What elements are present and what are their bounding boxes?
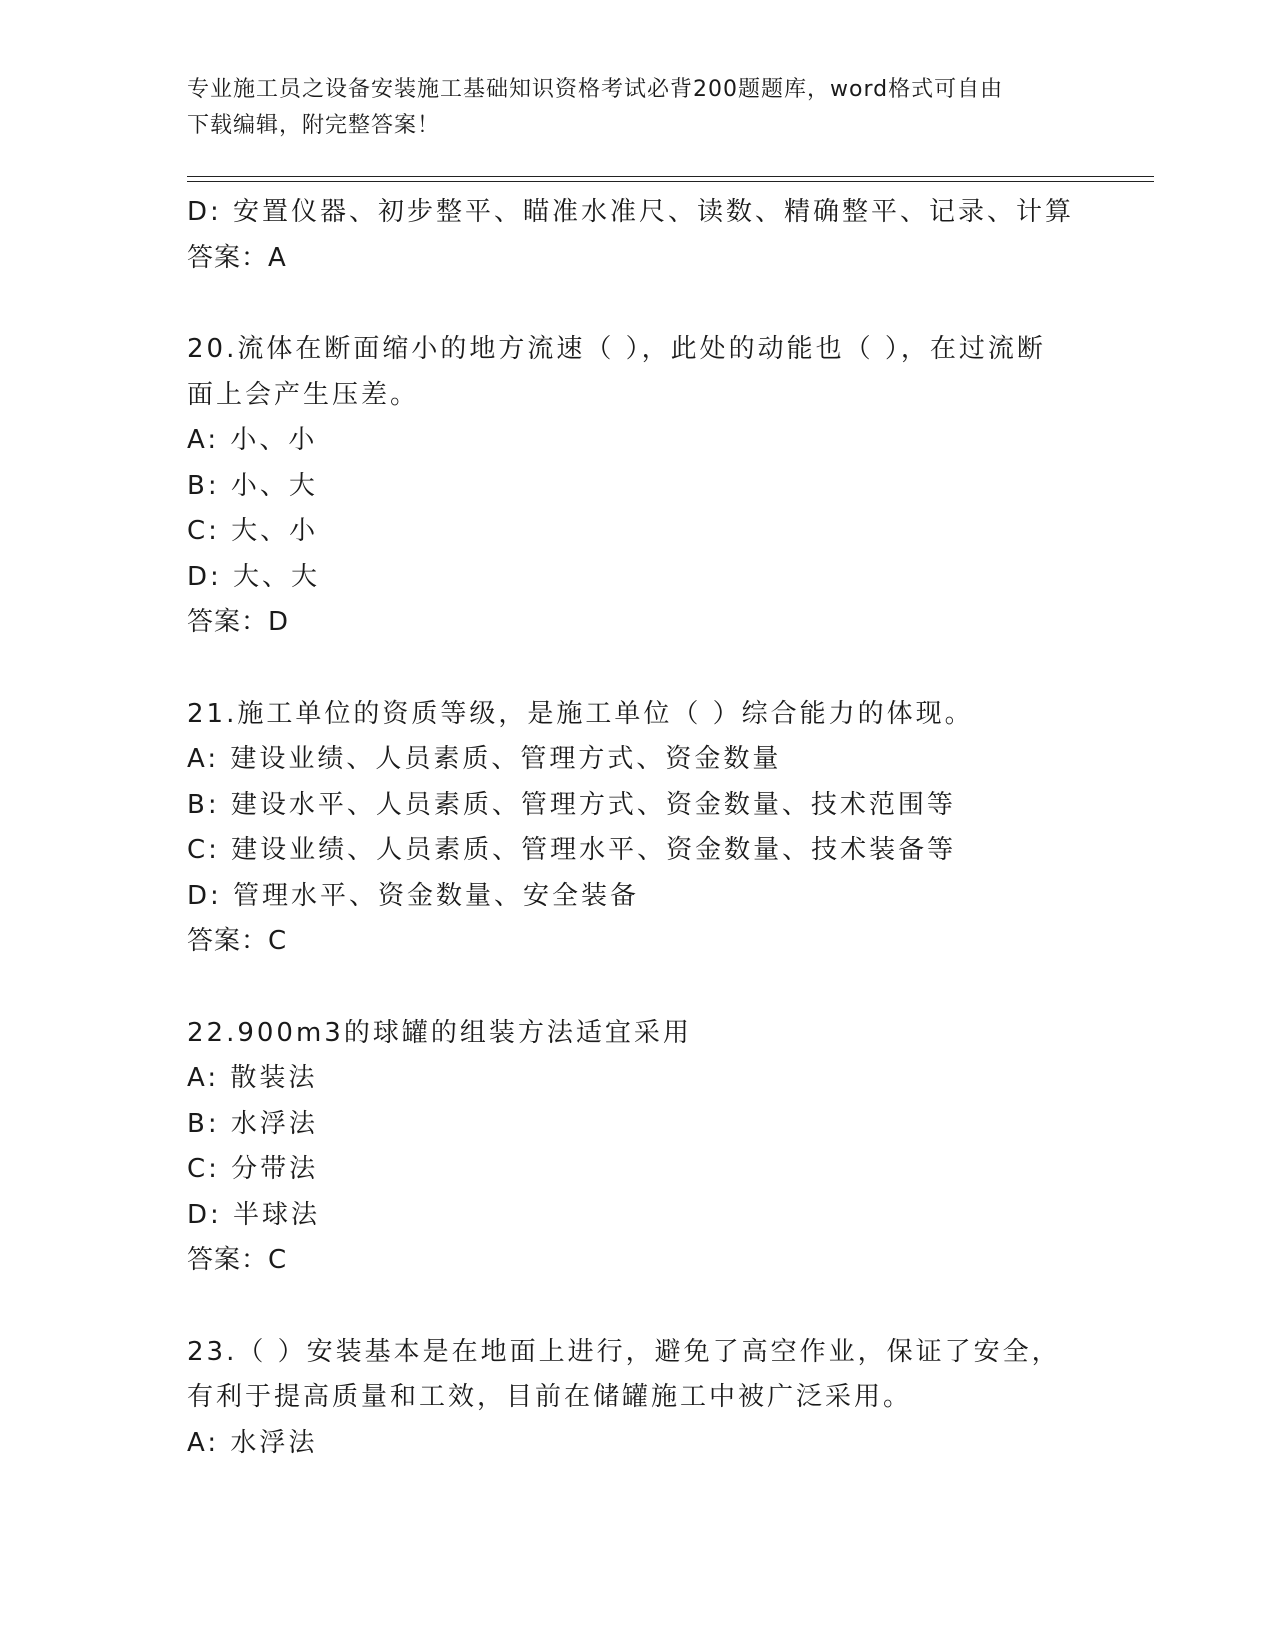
option-a: A: 散装法 — [187, 1063, 318, 1093]
question-21-stem: 21.施工单位的资质等级，是施工单位（ ）综合能力的体现。 — [187, 698, 974, 729]
question-20-stem-continued: 面上会产生压差。 — [187, 379, 420, 410]
option-a: A: 水浮法 — [187, 1427, 318, 1458]
option-a: A: 建设业绩、人员素质、管理方式、资金数量 — [187, 744, 782, 774]
answer-line: 答案：A — [187, 242, 287, 273]
question-20-stem: 20.流体在断面缩小的地方流速（ ），此处的动能也（ ），在过流断 — [187, 334, 1046, 364]
header-title-line-1: 专业施工员之设备安装施工基础知识资格考试必背200题题库，word格式可自由 — [187, 77, 1004, 102]
answer-line: 答案：C — [187, 1245, 288, 1275]
option-c: C: 建设业绩、人员素质、管理水平、资金数量、技术装备等 — [187, 835, 957, 865]
document-body — [187, 190, 1087, 1466]
answer-line: 答案：C — [187, 926, 288, 956]
option-c: C: 分带法 — [187, 1154, 319, 1184]
question-22-stem: 22.900m3的球罐的组装方法适宜采用 — [187, 1017, 692, 1048]
question-spacer — [187, 965, 1087, 1011]
option-b: B: 建设水平、人员素质、管理方式、资金数量、技术范围等 — [187, 789, 956, 820]
question-23-stem-continued: 有利于提高质量和工效，目前在储罐施工中被广泛采用。 — [187, 1382, 913, 1412]
question-spacer — [187, 281, 1087, 327]
option-d: D: 管理水平、资金数量、安全装备 — [187, 880, 640, 911]
answer-line: 答案：D — [187, 607, 290, 637]
option-d: D: 安置仪器、初步整平、瞄准水准尺、读数、精确整平、记录、计算 — [187, 197, 1075, 227]
document-header — [187, 72, 1087, 144]
header-title-line-2: 下载编辑，附完整答案！ — [187, 113, 441, 138]
header-divider-bottom — [187, 181, 1154, 182]
question-spacer — [187, 646, 1087, 692]
option-d: D: 半球法 — [187, 1199, 321, 1230]
option-b: B: 小、大 — [187, 470, 318, 501]
option-a: A: 小、小 — [187, 425, 318, 455]
header-divider-top — [187, 176, 1154, 177]
option-c: C: 大、小 — [187, 516, 319, 546]
option-d: D: 大、大 — [187, 561, 321, 592]
question-23-stem: 23.（ ）安装基本是在地面上进行，避免了高空作业，保证了安全， — [187, 1336, 1061, 1367]
option-b: B: 水浮法 — [187, 1108, 318, 1139]
question-spacer — [187, 1284, 1087, 1330]
